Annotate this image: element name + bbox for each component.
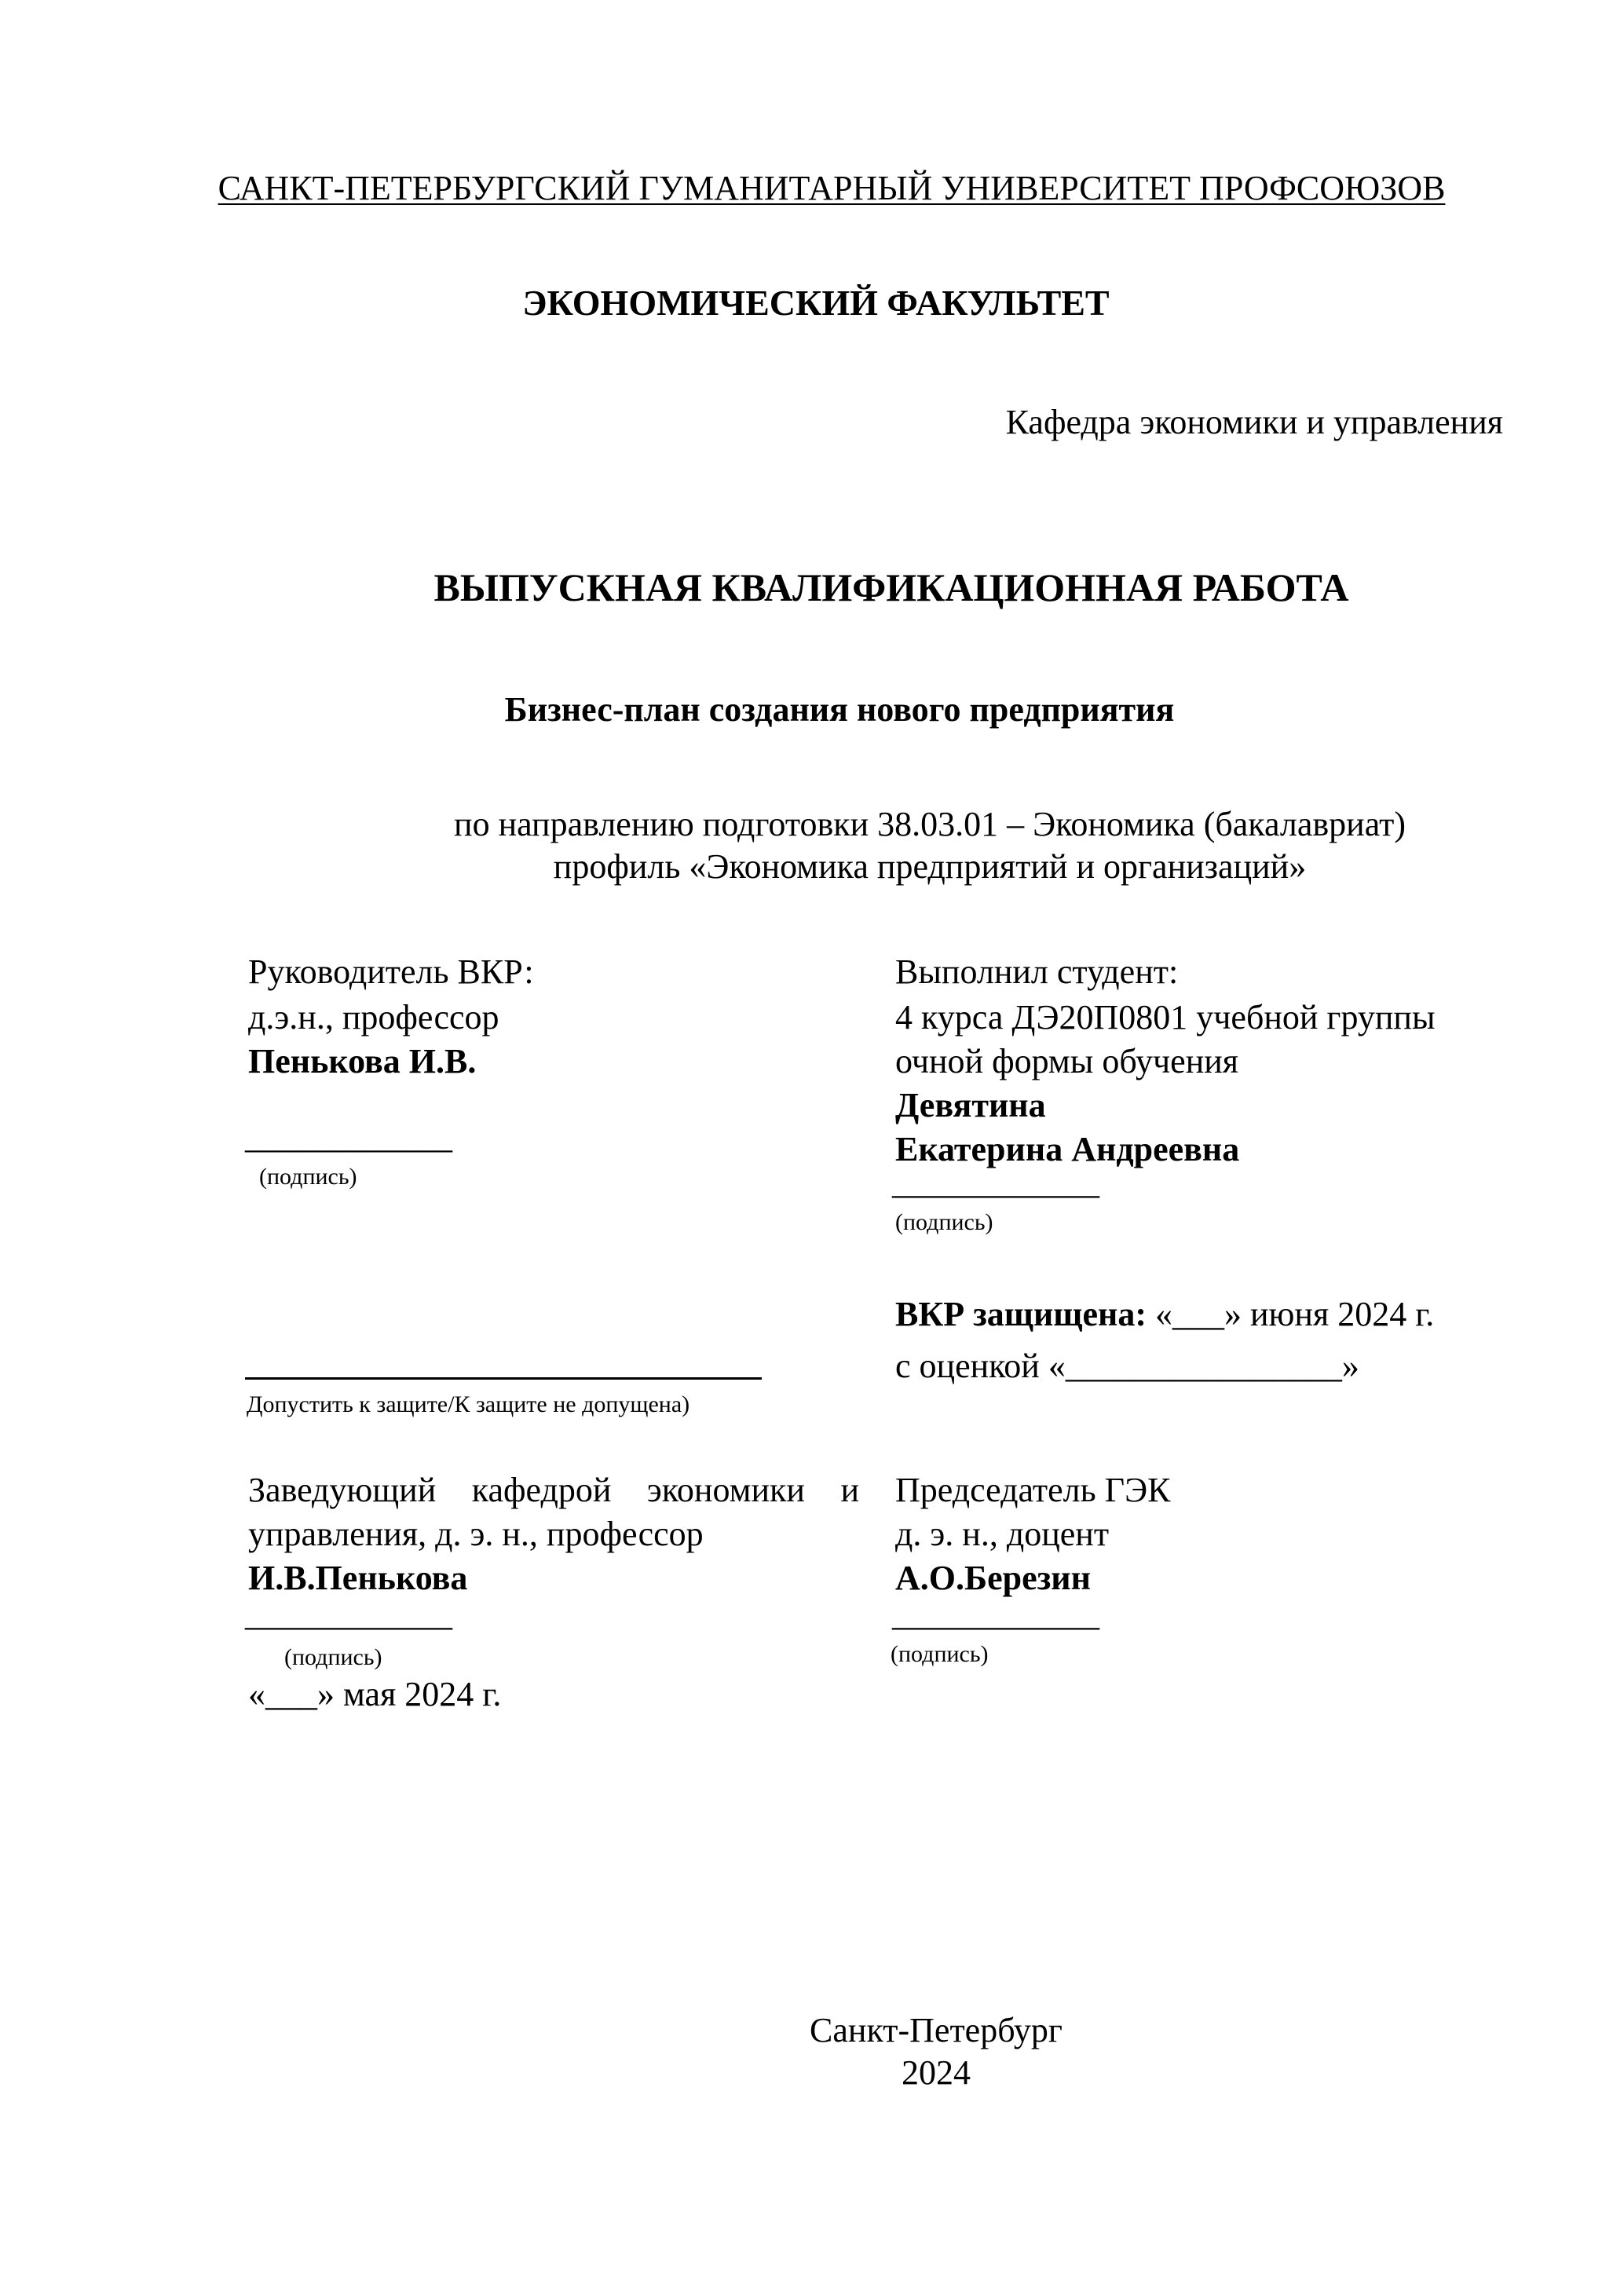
student-role: Выполнил студент: <box>895 952 1179 991</box>
university-name: САНКТ-ПЕТЕРБУРГСКИЙ ГУМАНИТАРНЫЙ УНИВЕРСИТЕТ ПРОФСОЮЗОВ <box>218 169 1446 207</box>
work-type-title: ВЫПУСКНАЯ КВАЛИФИКАЦИОННАЯ РАБОТА <box>433 565 1349 609</box>
supervisor-degree: д.э.н., профессор <box>248 998 499 1036</box>
profile-line: профиль «Экономика предприятий и организаций» <box>553 847 1307 886</box>
defense-grade: с оценкой «________________» <box>895 1347 1359 1385</box>
chairman-name: А.О.Березин <box>895 1559 1092 1597</box>
direction-line: по направлению подготовки 38.03.01 – Экономика (бакалавриат) <box>454 805 1406 843</box>
department-name: Кафедра экономики и управления <box>1005 403 1503 441</box>
defense-label: ВКР защищена: <box>895 1295 1147 1333</box>
work-topic: Бизнес-план создания нового предприятия <box>504 690 1175 729</box>
student-study-form: очной формы обучения <box>895 1042 1239 1080</box>
student-group: 4 курса ДЭ20П0801 учебной группы <box>895 998 1436 1036</box>
head-title-line1: Заведующий кафедрой экономики и <box>248 1471 859 1509</box>
chairman-signature-line: ____________ <box>892 1595 1099 1633</box>
student-given-names: Екатерина Андреевна <box>895 1130 1240 1168</box>
supervisor-signature-line: ____________ <box>245 1117 452 1156</box>
defense-date: «___» июня 2024 г. <box>1155 1295 1435 1333</box>
chairman-title: Председатель ГЭК <box>895 1471 1171 1509</box>
supervisor-name: Пенькова И.В. <box>248 1042 477 1080</box>
footer-year: 2024 <box>902 2053 971 2092</box>
defense-line <box>895 1292 1434 1336</box>
head-signature-line: ____________ <box>245 1595 452 1633</box>
admission-caption: Допустить к защите/К защите не допущена) <box>247 1391 690 1417</box>
student-signature-line: ____________ <box>892 1163 1099 1201</box>
supervisor-signature-caption: (подпись) <box>259 1164 357 1190</box>
admission-signature-line <box>245 1377 762 1380</box>
head-name: И.В.Пенькова <box>248 1559 468 1597</box>
head-title-line2: управления, д. э. н., профессор <box>248 1515 704 1553</box>
student-signature-caption: (подпись) <box>895 1209 993 1235</box>
chairman-signature-caption: (подпись) <box>891 1641 989 1667</box>
faculty-name: ЭКОНОМИЧЕСКИЙ ФАКУЛЬТЕТ <box>522 283 1110 323</box>
student-surname: Девятина <box>895 1086 1046 1124</box>
footer-city: Санкт-Петербург <box>810 2011 1063 2049</box>
supervisor-role: Руководитель ВКР: <box>248 952 534 991</box>
head-signature-caption: (подпись) <box>284 1644 382 1670</box>
head-date: «___» мая 2024 г. <box>248 1675 502 1713</box>
chairman-degree: д. э. н., доцент <box>895 1515 1110 1553</box>
